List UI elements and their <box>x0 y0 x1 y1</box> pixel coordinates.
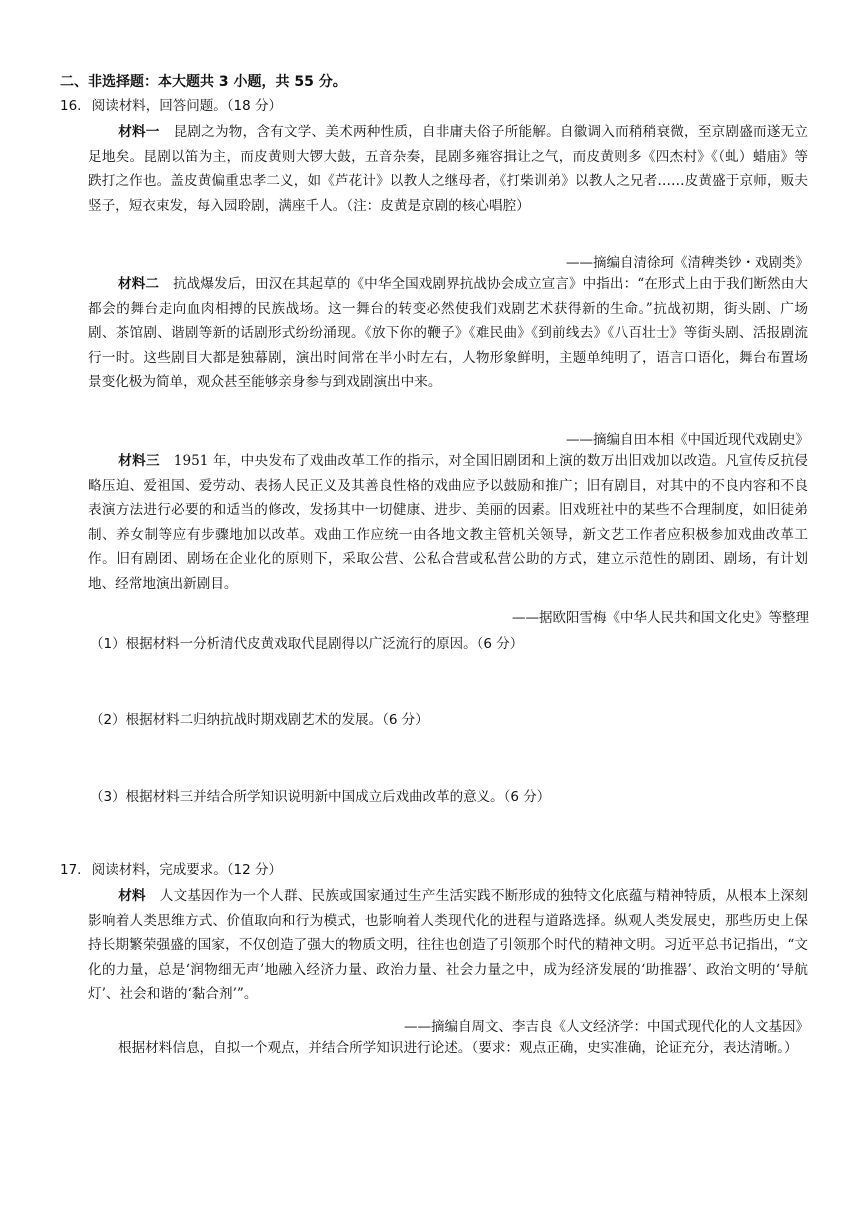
material-3-label: 材料三 <box>118 453 160 469</box>
material-2 <box>88 272 808 395</box>
section-title: 二、非选择题：本大题共 3 小题，共 55 分。 <box>60 74 347 90</box>
material-17-text: 人文基因作为一个人群、民族或国家通过生产生活实践不断形成的独特文化底蕴与精神特质，从根本上深刻影响着人类思维方式、价值取向和行为模式，也影响着人类现代化的进程与道路选择。纵观人类发展史，那些历史上保持长期繁荣强盛的国家，不仅创造了强大的物质文明，往往也创造了引领那个时代的精神文明。习近平总书记指出，“文化的力量，总是‘润物细无声’地融入经济力量、政治力量、社会力量之中，成为经济发展的‘助推器’、政治文明的‘导航灯’、社会和谐的‘黏合剂’”。 <box>88 888 808 1002</box>
material-1-text: 昆剧之为物，含有文学、美术两种性质，自非庸夫俗子所能解。自徽调入而稍稍衰微，至京剧盛而遂无立足地矣。昆剧以笛为主，而皮黄则大锣大鼓，五音杂奏，昆剧多雍容揖让之气，而皮黄则多《四杰村》《（虬）蜡庙》等跌打之作也。盖皮黄偏重忠孝二义，如《芦花计》以教人之继母者，《打柴训弟》以教人之兄者……皮黄盛于京师，贩夫竖子，短衣束发，每入园聆剧，满座千人。（注：皮黄是京剧的核心唱腔） <box>88 124 809 214</box>
question-16-number: 16. <box>60 98 82 114</box>
material-2-label: 材料二 <box>118 276 160 292</box>
question-16-part-2: （2）根据材料二归纳抗战时期戏剧艺术的发展。（6 分） <box>90 712 429 728</box>
question-16-part-1: （1）根据材料一分析清代皮黄戏取代昆剧得以广泛流行的原因。（6 分） <box>90 636 524 652</box>
question-17-requirement <box>88 1036 808 1061</box>
material-2-source: ——摘编自田本相《中国近现代戏剧史》 <box>566 432 809 448</box>
question-17-number: 17. <box>60 862 82 878</box>
question-16-part-3: （3）根据材料三并结合所学知识说明新中国成立后戏曲改革的意义。（6 分） <box>90 789 551 805</box>
material-3-source: ——据欧阳雪梅《中华人民共和国文化史》等整理 <box>512 610 809 626</box>
material-17-label: 材料 <box>118 888 146 904</box>
material-1-label: 材料一 <box>118 124 160 140</box>
question-17-heading <box>60 861 282 879</box>
material-3-text: 1951 年，中央发布了戏曲改革工作的指示，对全国旧剧团和上演的数万出旧戏加以改造。凡宣传反抗侵略压迫、爱祖国、爱劳动、表扬人民正义及其善良性格的戏曲应予以鼓励和推广；旧有剧目，对其中的不良内容和不良表演方法进行必要的和适当的修改，发扬其中一切健康、进步、美丽的因素。旧戏班社中的某些不合理制度，如旧徒弟制、养女制等应有步骤地加以改革。戏曲工作应统一由各地文教主管机关领导，新文艺工作者应积极参加戏曲改革工作。旧有剧团、剧场在企业化的原则下，采取公营、公私合营或私营公助的方式，建立示范性的剧团、剧场，有计划地、经常地演出新剧目。 <box>88 453 809 592</box>
material-17-source: ——摘编自周文、李吉良《人文经济学：中国式现代化的人文基因》 <box>404 1019 809 1035</box>
question-16-prompt: 阅读材料，回答问题。（18 分） <box>91 98 283 114</box>
material-17 <box>88 884 808 1007</box>
material-1 <box>88 120 808 218</box>
question-17-prompt: 阅读材料，完成要求。（12 分） <box>91 862 283 878</box>
question-16-heading <box>60 97 282 115</box>
material-2-text: 抗战爆发后，田汉在其起草的《中华全国戏剧界抗战协会成立宣言》中指出：“在形式上由于我们断然由大都会的舞台走向血肉相搏的民族战场。这一舞台的转变必然使我们戏剧艺术获得新的生命。”抗战初期，街头剧、广场剧、茶馆剧、谐剧等新的话剧形式纷纷涌现。《放下你的鞭子》《难民曲》《到前线去》《八百壮士》等街头剧、活报剧流行一时。这些剧目大都是独幕剧，演出时间常在半小时左右，人物形象鲜明，主题单纯明了，语言口语化，舞台布置场景变化极为简单，观众甚至能够亲身参与到戏剧演出中来。 <box>88 276 809 390</box>
question-17-requirement-text: 根据材料信息，自拟一个观点，并结合所学知识进行论述。（要求：观点正确，史实准确，论证充分，表达清晰。） <box>118 1040 798 1056</box>
material-3 <box>88 449 808 596</box>
material-1-source: ——摘编自清徐珂《清稗类钞・戏剧类》 <box>566 255 809 271</box>
